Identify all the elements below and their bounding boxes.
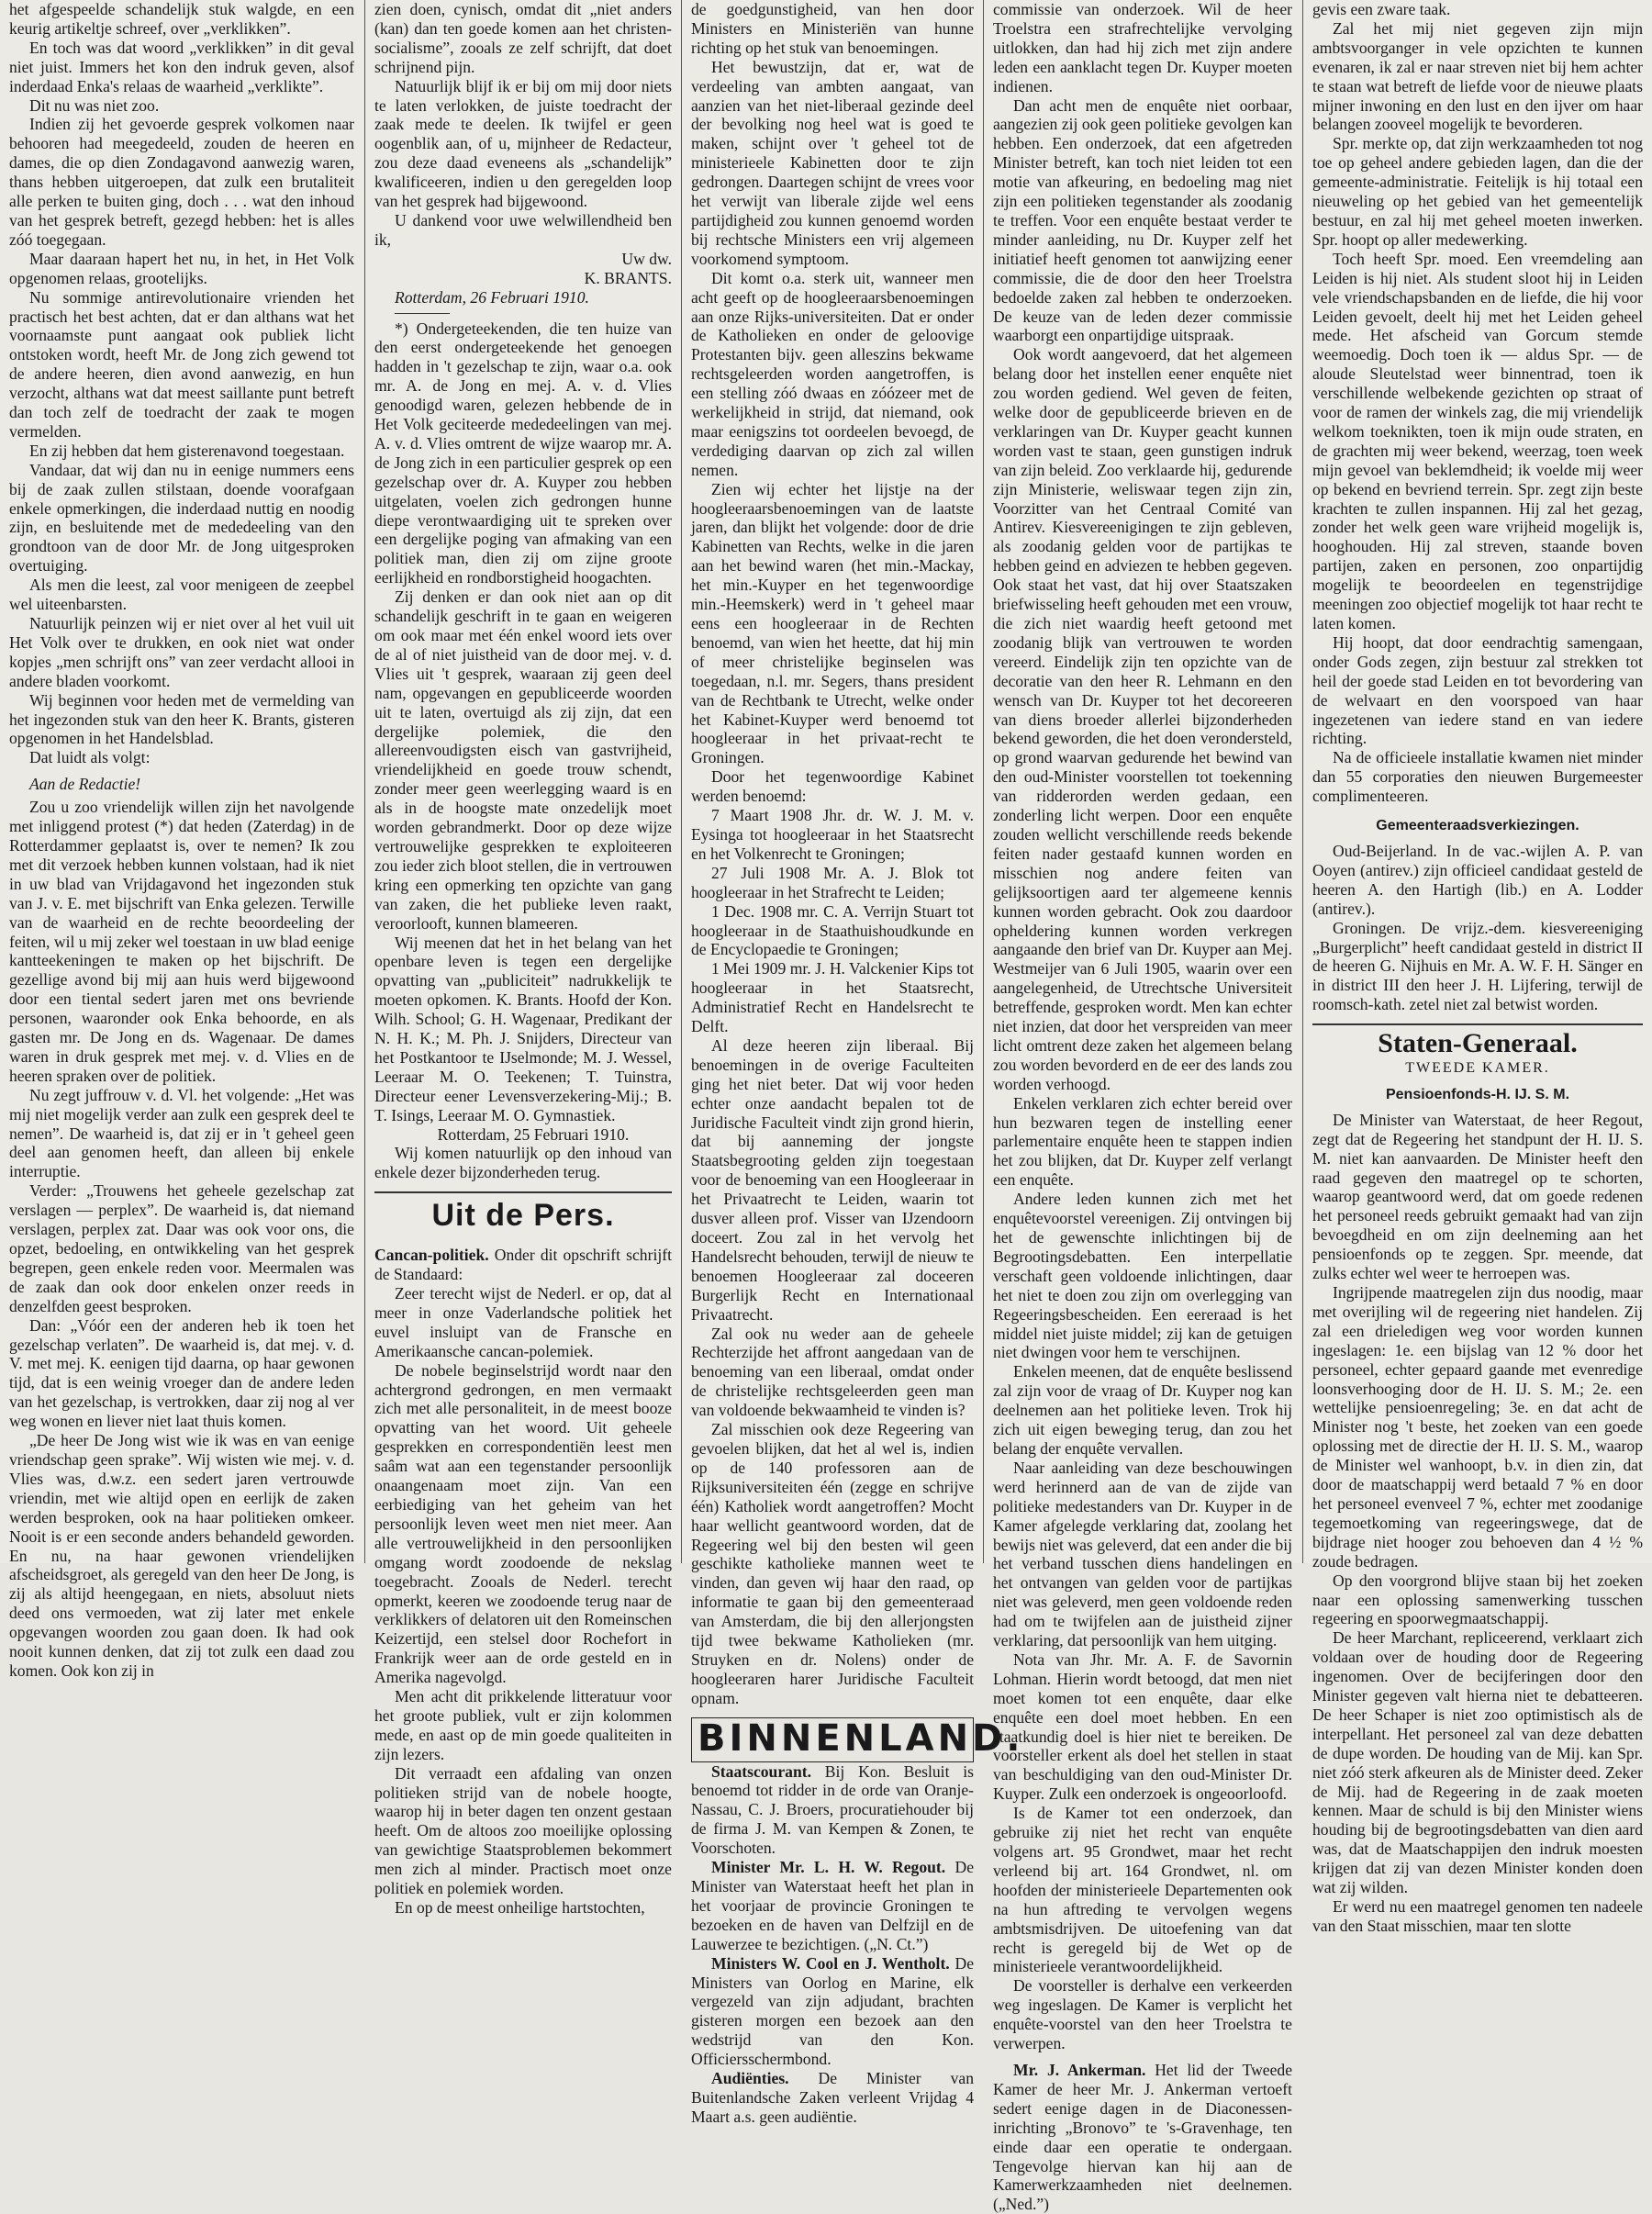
paragraph: Er werd nu een maatregel genomen ten nadeele van den Staat misschien, maar ten slotte [1312, 1897, 1643, 1935]
paragraph: Men acht dit prikkelende litteratuur voor het groote publiek, vult er zijn kolommen mede, en aast op de min goede qualiteiten in zijn lezers. [374, 1687, 672, 1763]
section-divider [1312, 1023, 1643, 1025]
paragraph: Is de Kamer tot een onderzoek, dan gebruike zij niet het recht van enquête volgens art. 95 Grondwet, maar het recht verleend bij art. 164 Grondwet, nl. om hoofden der ministerieele Departementen ook na hun aftreding te vervolgen wegens ambtsmisdrijven. De uitoefening van dat recht is geregeld bij de Wet op de ministerieele verantwoordelijkheid. [993, 1804, 1292, 1976]
news-item [691, 2069, 974, 2127]
paragraph: het afgespeelde schandelijk stuk walgde, en een keurig artikeltje schreef, over „verklikken”. [9, 0, 354, 38]
paragraph: Enkelen verklaren zich echter bereid over hun bezwaren tegen de instelling eener parlementaire enquête heen te stappen indien het zou blijken, dat Dr. Kuyper zelf verlangt een enquête. [993, 1093, 1292, 1190]
sign-off: Uw dw. [621, 249, 672, 268]
section-title-staten-generaal: Staten-Generaal. [1378, 1028, 1578, 1059]
paragraph: Dan acht men de enquête niet oorbaar, aangezien zij ook geen politieke gevolgen kan hebben. Een onderzoek, dat een afgetreden Minister betreft, kan toch niet leiden tot een motie van afkeuring, en bedoeling mag niet zijn een politieken tegenstander als zoodanig te treffen. Voor een enquête bestaat verder te minder aanleiding, nu Dr. Kuyper zelf het initiatief heeft genomen tot aanwijzing eener commissie, die de door den heer Troelstra bedoelde zaken zal hebben te onderzoeken. De keuze van de leden dezer commissie waarborgt een onpartijdige uitspraak. [993, 95, 1292, 345]
news-item [691, 1858, 974, 1954]
news-item [993, 2061, 1292, 2214]
paragraph: Nota van Jhr. Mr. A. F. de Savornin Lohman. Hierin wordt betoogd, dat men niet moet komen tot een enquête, daar elke enquête een doel moet hebben. En een staatkundig doel is hier niet te bereiken. De voorsteller erkent als doel het stellen in staat van beschuldiging van den oud-Minister Dr. Kuyper. Zulk een onderzoek is ongeoorloofd. [993, 1649, 1292, 1804]
paragraph: De voorsteller is derhalve een verkeerden weg ingeslagen. De Kamer is verplicht het enquête-voorstel van den heer Troelstra te verwerpen. [993, 1976, 1292, 2053]
article-runin: Cancan-politiek. [374, 1246, 489, 1265]
closing-paragraph: Wij komen natuurlijk op den inhoud van enkele dezer bijzonderheden terug. [374, 1144, 672, 1182]
item-text: Bij Kon. Besluit is benoemd tot ridder in de orde van Oranje-Nassau, C. J. Broers, procuratiehouder bij de firma J. M. van Kempen & Zonen, te Voorschoten. [691, 1761, 974, 1858]
item-runin: Ministers W. Cool en J. Wentholt. [711, 1953, 950, 1973]
item-runin: Audiënties. [711, 2069, 789, 2088]
paragraph: En toch was dat woord „verklikken” in dit geval niet juist. Immers het kon den indruk geven, alsof inderdaad Enka's relaas de waarheid „verklikte”. [9, 38, 354, 95]
column-5 [1303, 0, 1652, 1935]
column-3 [682, 0, 1024, 2126]
paragraph: Zien wij echter het lijstje na der hoogleeraarsbenoemingen van de laatste jaren, dan blijkt het volgende: door de drie Kabinetten van Rechts, welke in die jaren aan het bewind waren (het min.-Mackay, het min.-Kuyper en het tegenwoordige min.-Heemskerk) werd in 't geheel maar eens een hoogleeraar in de Rechten benoemd, van wien het heette, dat hij min of meer christelijke beginselen was toegedaan, n.l. mr. Segers, thans president van de Rechtbank te Utrecht, welke onder het Kabinet-Kuyper werd benoemd tot hoogleeraar in het privaat-recht te Groningen. [691, 479, 974, 767]
item-text: De Minister van Waterstaat heeft het plan in het voorjaar de provincie Groningen te bezoeken en de haven van Delfzijl en de Lauwerzee te bezichtigen. („N. Ct.”) [691, 1858, 974, 1953]
signature: K. BRANTS. [584, 268, 672, 287]
paragraph: U dankend voor uwe welwillendheid ben ik, [374, 210, 672, 249]
paragraph: Hij hoopt, dat door eendrachtig samengaan, onder Gods zegen, zijn bestuur zal strekken tot heil der goede stad Leiden en tot bevordering van de welvaart en den voorspoed van haar ingezetenen van iedere stand en van iedere richting. [1312, 632, 1643, 748]
paragraph: Toch heeft Spr. moed. Een vreemdeling aan Leiden is hij niet. Als student sloot hij in Leiden vele vriendschapsbanden en de liefde, die hij voor Leiden gevoelt, deelt hij met het Leiden geheel mede. Het afscheid van Gorcum stemde weemoedig. Doch toen ik — aldus Spr. — de aloude Sleutelstad weer binnentrad, toen ik verschillende welbekende gezichten op straat of voor de ramen der winkels zag, die mij vriendelijk welkom toeknikten, toen ik mijn oude straten, en de grachten mij weer bekend, weerzag, toen week mijn gevoel van beklemdheid; ik voelde mij weer op bekend en bevriend terrein. Spr. zegt zijn beste krachten te zullen inspannen. Hij zal het gezag, zonder het welk geen ware vrijheid mogelijk is, hooghouden. Hij zal streven, staande boven partijen, zaken en personen, zoo onpartijdig mogelijk te beoordeelen en tegenstrijdige meeningen zoo objectief mogelijk tot haar recht te laten komen. [1312, 249, 1643, 632]
paragraph: Natuurlijk peinzen wij er niet over al het vuil uit Het Volk over te drukken, en ook niet wat onder kopjes „men schrijft ons” van zeer verdacht allooi in andere bladen voorkomt. [9, 614, 354, 690]
paragraph: Nu zegt juffrouw v. d. Vl. het volgende: „Het was mij niet mogelijk verder aan zulk een gesprek deel te nemen”. De waarheid is, dat zij er in 't geheel geen deel aan genomen heeft, dan alleen bij enkele interruptie. [9, 1085, 354, 1181]
article-intro: Onder dit opschrift schrijft de Standaard: [374, 1246, 672, 1284]
paragraph: De nobele beginselstrijd wordt naar den achtergrond gedrongen, en men vermaakt zich met alle personaliteit, in de meest booze opvatting van het woord. Uit geheele gesprekken en correspondentiën leest men saâm wat aan een tegenstander persoonlijk onaangenaam moet zijn. Van een eerbiediging van het geheim van het persoonlijk leven weet men niet meer. Aan alle vertrouwelijkheid in den persoonlijken omgang wordt zoodoende de nekslag toegebracht. Zooals de Nederl. terecht opmerkt, keeren we zoodoende terug naar de verklikkers of delatoren uit den Romeinschen Keizertijd, een stelsel door Rochefort in Frankrijk weer aan de orde gesteld en in Amerika nagevolgd. [374, 1360, 672, 1687]
paragraph: Op den voorgrond blijve staan bij het zoeken naar een oplossing samenwerking tusschen regeering en spoorwegmaatschappij. [1312, 1571, 1643, 1628]
section-divider [374, 1191, 672, 1193]
footnote: *) Ondergeteekenden, die ten huize van den eerst ondergeteekende het genoegen hadden in 't gezelschap te zijn, waar o.a. ook mr. A. de Jong en mej. A. v. d. Vlies genoodigd waren, gelezen hebbende de in Het Volk geciteerde mededeelingen van mej. A. v. d. Vlies omtrent de wijze waarop mr. A. de Jong zich in een particulier gesprek op een gezelschap over dr. A. Kuyper zou hebben uitgelaten, voelen zich gedrongen hunne diepe verontwaardiging uit te spreken over een dergelijke poging van afmaking van een politiek man, dien zij om zijne groote eerlijkheid en rondborstigheid hoogachten. [374, 319, 672, 587]
paragraph: 27 Juli 1908 Mr. A. J. Blok tot hoogleeraar in het Strafrecht te Leiden; [691, 863, 974, 901]
paragraph: Dit komt o.a. sterk uit, wanneer men acht geeft op de hoogleeraarsbenoemingen aan onze Rijks-universiteiten. Dat er onder de Katholieken en onder de geloovige Protestanten bijv. geen alleszins bekwame rechtsgeleerden worden aangetroffen, is een stelling zóó dwaas en zóózeer met de werkelijkheid in strijd, dat niemand, ook maar eenigszins tot oordeelen bevoegd, de verdediging daarvan op zich zal willen nemen. [691, 268, 974, 479]
short-rule [395, 313, 450, 314]
item-text: De Ministers van Oorlog en Marine, elk vergezeld van zijn adjudant, brachten gisteren morgen een bezoek aan den wedstrijd van den Kon. Officiersschermbond. [691, 1953, 974, 2069]
subhead-pensioenfonds: Pensioenfonds-H. IJ. S. M. [1385, 1086, 1570, 1102]
subhead-gemeenteraadsverkiezingen: Gemeenteraadsverkiezingen. [1376, 818, 1579, 834]
paragraph: Verder: „Trouwens het geheele gezelschap zat verslagen — perplex”. De waarheid is, dat niemand verslagen, perplex zat. Daar was ook voor ons, die opzet, bedoeling, en ontwikkeling van het gesprek begrepen, geen enkele reden voor. Meermalen was de zaak dan ook door enkelen onzer reeds in denzelfden geest besproken. [9, 1181, 354, 1315]
paragraph: Ook wordt aangevoerd, dat het algemeen belang door het instellen eener enquête niet zou worden gediend. Wel geven de feiten, welke door de gepubliceerde brieven en de verklaringen van Dr. Kuyper geacht kunnen worden vast te staan, geen gunstigen indruk van zijn beleid. Zoo verklaarde hij, gedurende zijn Ministerie, weliswaar tegen zijn zin, Voorzitter van het Centraal Comité van Antirev. Kiesvereenigingen te zijn gebleven, als zoodanig gelden voor de partijkas te hebben geind en adviezen te hebben gegeven. Ook staat het vast, dat hij over Staatszaken briefwisseling heeft gehouden met een vrouw, die zich niet waardig heeft getoond met zoodanig blijk van vertrouwen te worden vereerd. Eindelijk zijn ten opzichte van de decoratie van den heer R. Lehmann en den wensch van Dr. Kuyper tot het decoreeren van diens broeder allerlei bijzonderheden bekend geworden, die het doen verondersteld, op grond waarvan gedurende het bewind van den oud-Minister voorstellen tot toekenning van ridderorden werden gedaan, een zonderling licht werpen. Door een enquête zouden wellicht verschillende reeds bekende feiten nader gestaafd kunnen worden en misschien nog andere feiten van gelijksoortigen aard ter algemeene kennis kunnen worden gebracht. Ook zou daardoor opheldering kunnen worden verkregen aangaande den brief van Dr. Kuyper aan Mej. Westmeijer van 6 Juli 1905, waarin over een aangelegenheid, de Utrechtsche Universiteit betreffende, gesproken wordt. Men kan echter niet inzien, dat door het verspreiden van meer licht omtrent deze zaken het algemeen belang zou worden bevorderd en de eer des lands zou worden verhoogd. [993, 345, 1292, 1093]
column-1 [0, 0, 363, 1680]
paragraph: commissie van onderzoek. Wil de heer Troelstra een strafrechtelijke vervolging uitlokken, dan had hij zich met zijn andere leden een aanklacht tegen Dr. Kuyper moeten indienen. [993, 0, 1292, 95]
paragraph: Als men die leest, zal voor menigeen de zeepbel wel uiteenbarsten. [9, 576, 354, 614]
paragraph: Nu sommige antirevolutionaire vrienden het practisch het best achten, dat er dan althans wat het voornaamste punt aangaat ook publiek licht ontstoken wordt, heeft Mr. de Jong zich gewend tot de andere heeren, dien avond aanwezig, en hun verzocht, althans wat dat meest saillante punt betreft dan toch zelf de toedracht der zaak te mogen vermelden. [9, 287, 354, 441]
paragraph: Zeer terecht wijst de Nederl. er op, dat al meer in onze Vaderlandsche politiek het euvel insluipt van de Fransche en Amerikaansche cancan-polemiek. [374, 1284, 672, 1360]
section-title-uit-de-pers: Uit de Pers. [431, 1198, 615, 1234]
section-title-binnenland: BINNENLAND. [698, 1716, 1024, 1760]
section-sub-tweede-kamer: TWEEDE KAMER. [1405, 1060, 1550, 1077]
paragraph: Zal misschien ook deze Regeering van gevoelen blijken, dat het al wel is, indien op de 140 professoren aan de Rijksuniversiteiten één (zegge en schrijve één) Katholiek wordt aangetroffen? Mocht haar wellicht geantwoord worden, dat de Regeering wel bij den besten wil geen geschikte katholieke mannen weet te vinden, dan geven wij haar den raad, op informatie te gaan bij den gemeenteraad van Amsterdam, die bij den allerjongsten tijd twee bekwame Katholieken (mr. Struyken en dr. Nolens) onder de hoogleeraren harer Juridische Faculteit opnam. [691, 1420, 974, 1707]
paragraph: De Minister van Waterstaat, de heer Regout, zegt dat de Regeering het standpunt der H. IJ. S. M. niet kan aanvaarden. De Minister heeft den raad gegeven den maatregel op te schorten, waarop geantwoord werd, dat om goede redenen het personeel reeds gebruikt gemaakt had van zijn bevoegdheid en om zijn deelneming aan het pensioenfonds op te zeggen. Spr. meende, dat zulks echter wel weer te herroepen was. [1312, 1110, 1643, 1283]
paragraph: Dat luidt als volgt: [29, 748, 151, 767]
paragraph: Maar daaraan hapert het nu, in het, in Het Volk opgenomen relaas, grootelijks. [9, 249, 354, 287]
item-runin: Mr. J. Ankerman. [1013, 2060, 1146, 2079]
footnote: Zij denken er dan ook niet aan op dit schandelijk geschrift in te gaan en weigeren om ook maar met één enkel woord iets over de al of niet juistheid van de door mej. v. d. Vlies uit 't gesprek, waaraan zij geen deel nam, opgevangen en gepubliceerde woorden uit te laten, overtuigd als zij zijn, dat een dergelijke polemiek, die den allereenvoudigsten eisch van gastvrijheid, vriendelijkheid en goede trouw schendt, zonder meer geen weerlegging waard is en als in de hoogste mate onzedelijk moet worden gebrandmerkt. Door op deze wijze vertrouwelijke gesprekken te exploiteeren zou ieder zich bloot stellen, die in vertrouwen kring een opmerking ten opzichte van gang van zaken, die het publieke leven raakt, veroorlooft, kunnen blameeren. [374, 587, 672, 933]
paragraph: Al deze heeren zijn liberaal. Bij benoemingen in de overige Faculteiten ging het niet beter. Dat wij voor heden echter onze aandacht bepalen tot de Juridische Faculteit vindt zijn grond hierin, dat bij aanneming der jongste Staatsbegrooting gelden zijn toegestaan voor de benoeming van een Hoogleeraar in het Privaatrecht te Leiden, waarin tot dusver alleen prof. Visser van IJzendoorn doceert. Zou zal in het vervolg het Handelsrecht behouden, terwijl de nieuw te benoemen Hoogleeraar zal doceeren Burgerlijk Recht en Internationaal Privaatrecht. [691, 1035, 974, 1324]
column-4 [984, 0, 1301, 2214]
paragraph: zien doen, cynisch, omdat dit „niet anders (kan) dan ten goede komen aan het christen-socialisme”, zooals ze zelf schrijft, dat doet schrijnend pijn. [374, 0, 672, 76]
letter-salutation: Aan de Redactie! [29, 775, 141, 794]
paragraph: En zij hebben dat hem gisterenavond toegestaan. [29, 441, 345, 460]
paragraph: De heer Marchant, repliceerend, verklaart zich voldaan over de houding door de Regeering ingenomen. Over de becijferingen door den Minister gegeven valt hierna niet te debatteeren. De heer Schaper is niet zoo optimistisch als de interpellant. Het personeel zal van deze debatten de dupe worden. De houding van de Mij. kan Spr. niet zóó sterk afkeuren als de Minister deed. Zeker de Mij. had de Regeering in de zaak moeten kennen. Maar de schuld is bij den Minister wiens houding bij de begrootingsdebatten van dien aard was, dat de Maatschappijen den indruk moesten krijgen dat zij van dezen Minister konden doen wat zij wilden. [1312, 1628, 1643, 1897]
paragraph: Natuurlijk blijf ik er bij om mij door niets te laten verlokken, de juiste toedracht der zaak mede te deelen. Ik twijfel er geen oogenblik aan, of u, mijnheer de Redacteur, zou deze daad eveneens als „schandelijk” kwalificeeren, indien u den geregelden loop van het gesprek had bijgewoond. [374, 76, 672, 211]
paragraph: de goedgunstigheid, van hen door Ministers en Ministeriën van hunne richting op het stuk van benoemingen. [691, 0, 974, 57]
place-date: Rotterdam, 26 Februari 1910. [395, 287, 589, 307]
paragraph: Enkelen meenen, dat de enquête beslissend zal zijn voor de vraag of Dr. Kuyper nog kan deelnemen aan het politieke leven. Trok hij zich uit eigen beweging terug, dan zou het belang der enquête vervallen. [993, 1362, 1292, 1458]
paragraph: Zal het mij niet gegeven zijn mijn ambtsvoorganger in vele opzichten te kunnen evenaren, ik zal er naar streven niet bij hem achter te staan wat betreft de liefde voor de nieuwe plaats mijner inwoning en den lust en den ijver om haar belangen zooveel mogelijk te bevorderen. [1312, 18, 1643, 134]
paragraph: Zou u zoo vriendelijk willen zijn het navolgende met inliggend protest (*) dat heden (Zaterdag) in de Rotterdammer geplaatst is, over te nemen? Ik zou met dit verzoek hebben kunnen volstaan, had ik niet in uw blad van Vrijdagavond het ingezonden stuk van J. v. E. met bijschrift van Enka gelezen. Terwille van de waarheid en de rechte beoordeeling der feiten, wil u mij zeker wel toestaan in uw blad eenige kantteekeningen te maken op het bijschrift. De gezellige avond bij mij aan huis werd bijgewoond door een tiental sedert jaren met ons bevriende personen, waaronder ook Enka behoorde, en als gasten mr. De Jong en ds. Wagenaar. De dames waren in druk gesprek met mej. v. d. Vlies en de heeren spraken over de politiek. [9, 798, 354, 1085]
news-item [691, 1762, 974, 1859]
item-runin: Minister Mr. L. H. W. Regout. [711, 1858, 946, 1877]
footnote-place: Rotterdam, 25 Februari 1910. [437, 1124, 630, 1144]
paragraph: 1 Dec. 1908 mr. C. A. Verrijn Stuart tot hoogleeraar in de Staathuishoudkunde en de Encyclopaedie te Groningen; [691, 901, 974, 959]
election-item: Oud-Beijerland. In de vac.-wijlen A. P. van Ooyen (antirev.) zijn officieel candidaat gesteld de heeren A. den Hartigh (lib.) en A. Lodder (antirev.). [1312, 841, 1643, 918]
paragraph: Indien zij het gevoerde gesprek volkomen naar behooren had meegedeeld, zouden de heeren en dames, die op dien Zondagavond aanwezig waren, thans hebben uitgeroepen, dat zulk een brutaliteit alle perken te buiten ging, doch . . . wat den inhoud van het gesprek betreft, gezegd hebben: het is alles zóó toegegaan. [9, 115, 354, 249]
paragraph: 1 Mei 1909 mr. J. H. Valckenier Kips tot hoogleeraar in het Staatsrecht, Administratief Recht en Handelsrecht te Delft. [691, 959, 974, 1036]
paragraph: Wij beginnen voor heden met de vermelding van het ingezonden stuk van den heer K. Brants, gisteren opgenomen in het Handelsblad. [9, 690, 354, 748]
paragraph: gevis een zware taak. [1312, 0, 1451, 18]
paragraph: Vandaar, dat wij dan nu in eenige nummers eens bij de zaak zullen stilstaan, doende voorafgaan enkele opmerkingen, die inderdaad nuttig en noodig zijn, en besluitende met de mededeeling van den grondtoon van de door Mr. de Jong uitgesproken overtuiging. [9, 460, 354, 576]
paragraph: Spr. merkte op, dat zijn werkzaamheden tot nog toe op geheel andere gebieden lagen, dan die der gemeente-administratie. Feitelijk is hij totaal een nieuweling op het gebied van het gemeentelijk bestuur, en zal hij met geheel moeten inwerken. Spr. hoopt op aller medewerking. [1312, 134, 1643, 249]
binnenland-box [691, 1716, 1024, 1762]
paragraph: Naar aanleiding van deze beschouwingen werd herinnerd aan de van de zijde van politieke medestanders van Dr. Kuyper in de Kamer afgelegde verklaring dat, zoolang het bewijs niet was geleverd, dat een ander die bij het verband tusschen diens handelingen en het ontvangen van gelden voor de partijkas niet was geleverd, men geen voldoende reden had om te twijfelen aan de juistheid zijner verklaring, dat persoonlijk van hem uitging. [993, 1458, 1292, 1650]
news-item [691, 1954, 974, 2069]
paragraph: Dit verraadt een afdaling van onzen politieken strijd van de nobele hoogte, waarop hij in beter dagen ten onzent gestaan heeft. Om de altoos zoo moeilijke oplossing van gewichtige Staatsproblemen bekommert men zich al minder. Practisch moet onze politiek en polemiek worden. [374, 1763, 672, 1898]
paragraph: Ingrijpende maatregelen zijn dus noodig, maar met overijling wil de regeering niet handelen. Zij zal een drieledigen weg voor worden kunnen ingeslagen: 1e. een bijslag van 12 % door het personeel, echter gepaard gaande met evenredige loonsverhooging door de H. IJ. S. M.; 2e. een wettelijke pensioenregeling; 3e. en dat acht de Minister nog 't beste, het zoeken van een goede oplossing met de directie der H. IJ. S. M., waarop de Minister wel wanhoopt, b.v. in dien zin, dat door de maatschappij werd betaald 7 % en door het personeel evenveel 7 %, echter met zoodanige tegemoetkoming van regeeringswege, dat de bijdrage niet hooger zou behoeven dan 4 ½ % zoude bedragen. [1312, 1283, 1643, 1571]
paragraph: Andere leden kunnen zich met het enquêtevoorstel vereenigen. Zij ontvingen bij het de gewenschte inlichtingen bij de Begrootingsdebatten. Een interpellatie verschaft geen voldoende inlichtingen, daar het niet te doen zou zijn om overlegging van Regeeringsbescheiden. Een eereraad is het middel niet juiste middel; zij kan de getuigen niet dwingen voor hem te verschijnen. [993, 1190, 1292, 1362]
paragraph: Door het tegenwoordige Kabinet werden benoemd: [691, 767, 974, 806]
paragraph: „De heer De Jong wist wie ik was en van eenige vriendschap geen sprake”. Wij wisten wie mej. v. d. Vlies was, d.w.z. een sedert jaren vertrouwde vriendin, met wie altijd open en eerlijk de zaken werden besproken, ook na haar politieken omkeer. Nooit is er een seconde anders behandeld geworden. En nu, na haar gewonen vriendelijken afscheidsgroet, als geregeld van den heer De Jong, is zij als altijd heengegaan, en niets, absoluut niets deed ons vermoeden, wat zij later met enkele opgevangen woorden zou gaan doen. Ik had ook nooit kunnen denken, dat zij tot zulk een daad zou komen. Ook kon zij in [9, 1431, 354, 1680]
paragraph: Het bewustzijn, dat er, wat de verdeeling van ambten aangaat, van aanzien van het niet-liberaal gezinde deel der bevolking nog heel wat is goed te maken, schijnt over 't geheel tot de ministerieele Kabinetten door te zijn gedrongen. Daartegen schijnt de vrees voor het verwijt van liberale zijde wel eens partijdigheid zou kunnen genoemd worden bij rechtsche Ministers een vrij algemeen voorkomend symptoom. [691, 57, 974, 268]
item-runin: Staatscourant. [711, 1761, 811, 1781]
paragraph: 7 Maart 1908 Jhr. dr. W. J. M. v. Eysinga tot hoogleeraar in het Staatsrecht en het Volkenrecht te Groningen; [691, 806, 974, 863]
paragraph: En op de meest onheilige hartstochten, [395, 1898, 645, 1917]
election-item: Groningen. De vrijz.-dem. kiesvereeniging „Burgerplicht” heeft candidaat gesteld in district II de heeren G. Nijhuis en Mr. A. W. F. H. Sänger en in district III den heer J. H. Lijfering, terwijl de roomsch-kath. zetel niet zal betwist worden. [1312, 918, 1643, 1014]
paragraph: Na de officieele installatie kwamen niet minder dan 55 corporaties den nieuwen Burgemeester complimenteeren. [1312, 748, 1643, 806]
item-text: Het lid der Tweede Kamer de heer Mr. J. Ankerman vertoeft sedert eenige dagen in de Diaconessen-inrichting „Bronovo” te 's-Gravenhage, ten einde daar een operatie te ondergaan. Tengevolge hiervan kan hij aan de Kamerwerkzaamheden niet deelnemen. („Ned.”) [993, 2060, 1293, 2214]
column-2 [365, 0, 681, 1917]
paragraph: Dit nu was niet zoo. [29, 95, 160, 115]
paragraph: Dan: „Vóór een der anderen heb ik toen het gezelschap verlaten”. De waarheid is, dat mej. v. d. V. met mej. K. eenigen tijd daarna, op haar gewonen tijd, dat is een weinig vroeger dan de andere leden van het gezelschap, is vertrokken, daar zij nog al ver weg wonen en liever niet laat thuis komen. [9, 1315, 354, 1431]
item-text: De Minister van Buitenlandsche Zaken verleent Vrijdag 4 Maart a.s. geen audiëntie. [691, 2069, 974, 2126]
footnote: Wij meenen dat het in het belang van het openbare leven is tegen een dergelijke opvatting van „publiciteit” nadrukkelijk te moeten opkomen. K. Brants. Hoofd der Kon. Wilh. School; G. H. Wagenaar, Predikant der N. H. K.; M. Ph. J. Snijders, Directeur van het Postkantoor te IJselmonde; M. J. Wessel, Leeraar M. O. Teekenen; T. Tuinstra, Directeur eener Levensverzekering-Mij.; B. T. Isings, Leeraar M. O. Gymnastiek. [374, 933, 672, 1124]
paragraph: Zal ook nu weder aan de geheele Rechterzijde het affront aangedaan van de benoeming van een liberaal, omdat onder de christelijke rechtsgeleerden geen man van voldoende bekwaamheid te vinden is? [691, 1324, 974, 1420]
